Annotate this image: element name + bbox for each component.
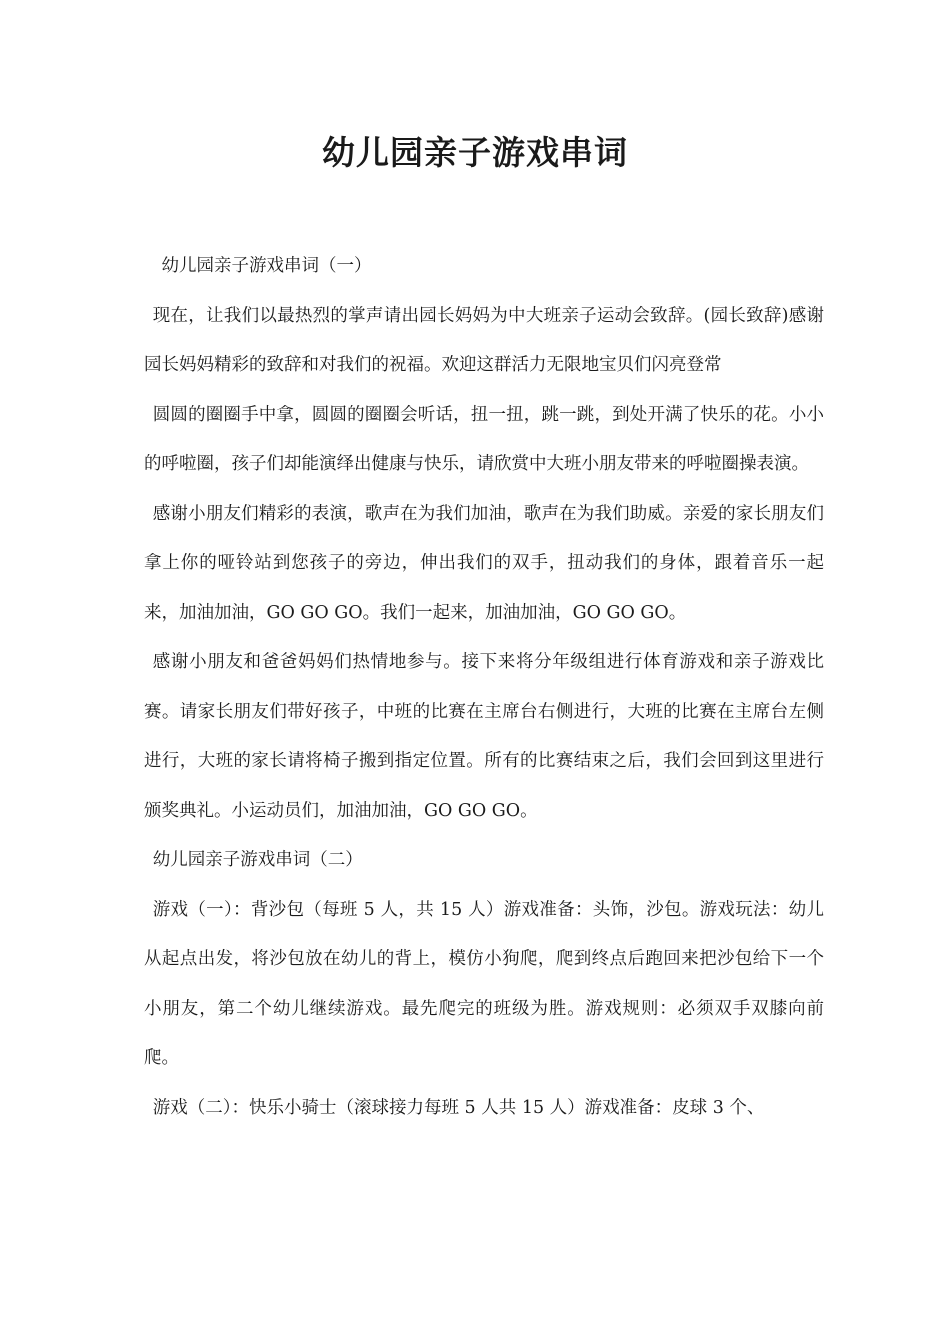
section-heading-1: 幼儿园亲子游戏串词（一）: [161, 256, 372, 276]
paragraph-game-1: 游戏（一）：背沙包（每班 5 人，共 15 人）游戏准备：头饰，沙包。游戏玩法：幼儿从起点出发，将沙包放在幼儿的背上，模仿小狗爬，爬到终点后跑回来把沙包给下一个小朋友，第二个幼儿继续游戏。最先爬完的班级为胜。游戏规则：必须双手双膝向前爬。: [144, 899, 824, 1068]
paragraph-games-intro: 感谢小朋友和爸爸妈妈们热情地参与。接下来将分年级组进行体育游戏和亲子游戏比赛。请家长朋友们带好孩子，中班的比赛在主席台右侧进行，大班的比赛在主席台左侧进行，大班的家长请将椅子搬到指定位置。所有的比赛结束之后，我们会回到这里进行颁奖典礼。小运动员们，加油加油，GO GO GO。: [144, 652, 824, 821]
document-body: [144, 242, 824, 1133]
section-heading-2: 幼儿园亲子游戏串词（二）: [152, 850, 363, 870]
paragraph-hula-hoop: 圆圆的圈圈手中拿，圆圆的圈圈会听话，扭一扭，跳一跳，到处开满了快乐的花。小小的呼啦圈，孩子们却能演绎出健康与快乐，请欣赏中大班小朋友带来的呼啦圈操表演。: [144, 404, 824, 474]
paragraph-game-2: 游戏（二）：快乐小骑士（滚球接力每班 5 人共 15 人）游戏准备：皮球 3 个、: [152, 1097, 765, 1118]
document-title: 幼儿园亲子游戏串词: [322, 133, 628, 172]
paragraph-opening-speech: 现在，让我们以最热烈的掌声请出园长妈妈为中大班亲子运动会致辞。(园长致辞)感谢园长妈妈精彩的致辞和对我们的祝福。欢迎这群活力无限地宝贝们闪亮登常: [144, 305, 824, 375]
paragraph-dumbbell: 感谢小朋友们精彩的表演，歌声在为我们加油，歌声在为我们助威。亲爱的家长朋友们拿上你的哑铃站到您孩子的旁边，伸出我们的双手，扭动我们的身体，跟着音乐一起来，加油加油，GO GO GO。我们一起来，加油加油，GO GO GO。: [144, 503, 824, 623]
